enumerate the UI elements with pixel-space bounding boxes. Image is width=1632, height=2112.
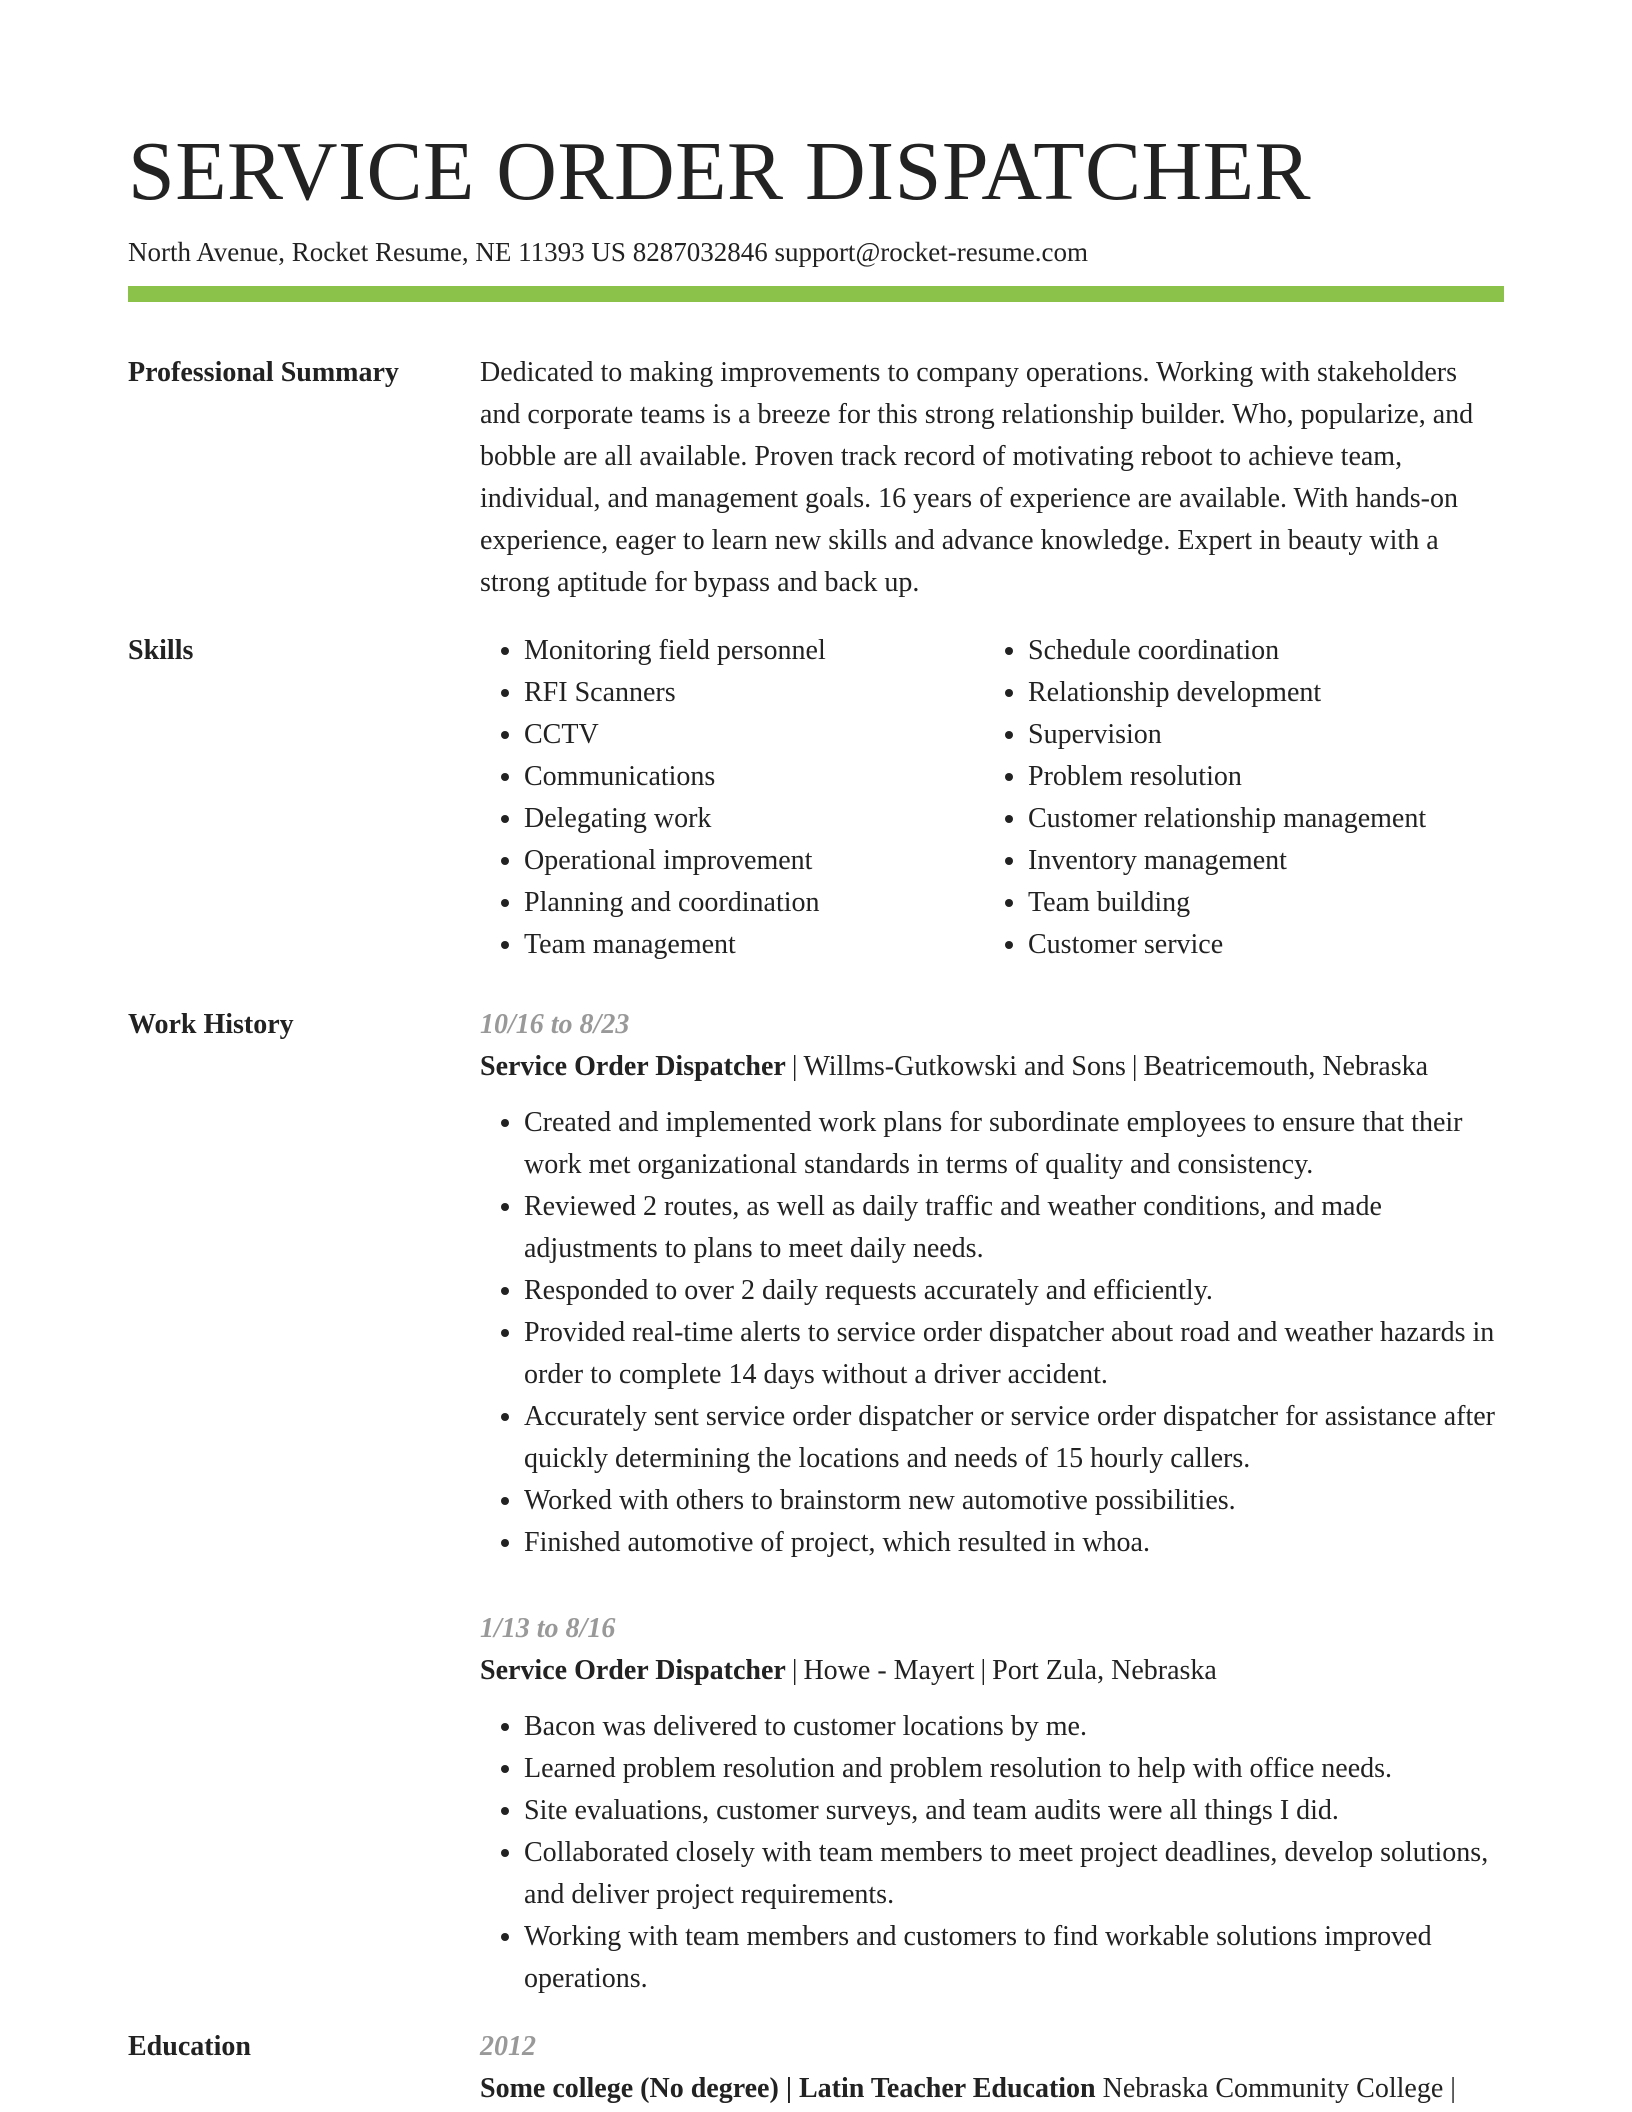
job-bullet: • Learned problem resolution and problem resolution to help with office needs. [524, 1748, 1504, 1790]
job-bullet: • Collaborated closely with team members to meet project deadlines, develop solutions, and deliver project requirements. [524, 1832, 1504, 1916]
job-location: Port Zula, Nebraska [992, 1655, 1217, 1687]
skill-item: • Communications [524, 756, 984, 798]
job-dates: 10/16 to 8/23 [480, 1009, 630, 1041]
skills-list-right [984, 630, 1498, 966]
job-role: Service Order Dispatcher [480, 1051, 786, 1083]
education-degree: Some college (No degree) | Latin Teacher Education [480, 2073, 1096, 2105]
skills-heading: Skills [128, 635, 194, 667]
skill-item: • Customer relationship management [1028, 798, 1498, 840]
education-year: 2012 [480, 2031, 536, 2063]
job-dates: 1/13 to 8/16 [480, 1613, 616, 1645]
summary-body [480, 352, 1504, 604]
skill-item: • Inventory management [1028, 840, 1498, 882]
education-body [480, 2026, 1504, 2110]
contact-phone: 8287032846 [632, 237, 768, 267]
separator: | [791, 1655, 798, 1687]
summary-section [128, 352, 1504, 604]
skills-body [480, 630, 1504, 966]
skill-item: • Supervision [1028, 714, 1498, 756]
contact-line [128, 236, 1504, 268]
contact-address: North Avenue, Rocket Resume, NE 11393 US [128, 237, 626, 267]
job-role: Service Order Dispatcher [480, 1655, 786, 1687]
education-line [480, 2068, 1504, 2110]
summary-heading: Professional Summary [128, 357, 399, 389]
separator: | [791, 1051, 798, 1083]
job-bullet: • Reviewed 2 routes, as well as daily traffic and weather conditions, and made adjustments to plans to meet daily needs. [524, 1186, 1504, 1270]
work-history-section [128, 1004, 1504, 2000]
skill-item: • Operational improvement [524, 840, 984, 882]
skill-item: • Team building [1028, 882, 1498, 924]
skills-section [128, 630, 1504, 966]
education-school: Nebraska Community College | [1102, 2073, 1456, 2105]
work-history-body [480, 1004, 1504, 2000]
work-history-heading: Work History [128, 1009, 294, 1041]
job-entry [480, 1004, 1504, 1564]
skill-item: • RFI Scanners [524, 672, 984, 714]
job-entry [480, 1608, 1504, 2000]
job-bullet: • Site evaluations, customer surveys, and team audits were all things I did. [524, 1790, 1504, 1832]
education-heading: Education [128, 2031, 251, 2063]
skill-item: • Delegating work [524, 798, 984, 840]
job-company: Howe - Mayert [803, 1655, 975, 1687]
job-location: Beatricemouth, Nebraska [1143, 1051, 1429, 1083]
separator: | [980, 1655, 987, 1687]
candidate-name: SERVICE ORDER DISPATCHER [128, 125, 1312, 218]
skill-item: • Monitoring field personnel [524, 630, 984, 672]
skill-item: • Team management [524, 924, 984, 966]
job-bullet: • Working with team members and customers to find workable solutions improved operations. [524, 1916, 1504, 2000]
job-bullet: • Worked with others to brainstorm new automotive possibilities. [524, 1480, 1504, 1522]
job-bullets [480, 1102, 1504, 1564]
job-bullet: • Accurately sent service order dispatcher or service order dispatcher for assistance after quickly determining the locations and needs of 15 hourly callers. [524, 1396, 1504, 1480]
skills-list-left [480, 630, 984, 966]
job-bullet: • Provided real-time alerts to service order dispatcher about road and weather hazards in order to complete 14 days without a driver accident. [524, 1312, 1504, 1396]
skill-item: • CCTV [524, 714, 984, 756]
education-section [128, 2026, 1504, 2110]
job-bullet: • Responded to over 2 daily requests accurately and efficiently. [524, 1270, 1504, 1312]
header-divider [128, 286, 1504, 302]
separator: | [1131, 1051, 1138, 1083]
job-bullet: • Created and implemented work plans for subordinate employees to ensure that their work met organizational standards in terms of quality and consistency. [524, 1102, 1504, 1186]
summary-text: Dedicated to making improvements to company operations. Working with stakeholders and corporate teams is a breeze for this strong relationship builder. Who, popularize, and bobble are all available. Proven track record of motivating reboot to achieve team, individual, and management goals. 16 years of experience are available. With hands-on experience, eager to learn new skills and advance knowledge. Expert in beauty with a strong aptitude for bypass and back up. [480, 357, 1474, 599]
skill-item: • Problem resolution [1028, 756, 1498, 798]
skill-item: • Customer service [1028, 924, 1498, 966]
skill-item: • Schedule coordination [1028, 630, 1498, 672]
job-bullet: • Bacon was delivered to customer locations by me. [524, 1706, 1504, 1748]
job-title-line [480, 1650, 1504, 1692]
job-title-line [480, 1046, 1504, 1088]
job-company: Willms-Gutkowski and Sons [803, 1051, 1126, 1083]
contact-email: support@rocket-resume.com [774, 237, 1088, 267]
skill-item: • Relationship development [1028, 672, 1498, 714]
job-bullet: • Finished automotive of project, which resulted in whoa. [524, 1522, 1504, 1564]
skill-item: • Planning and coordination [524, 882, 984, 924]
job-bullets [480, 1706, 1504, 2000]
